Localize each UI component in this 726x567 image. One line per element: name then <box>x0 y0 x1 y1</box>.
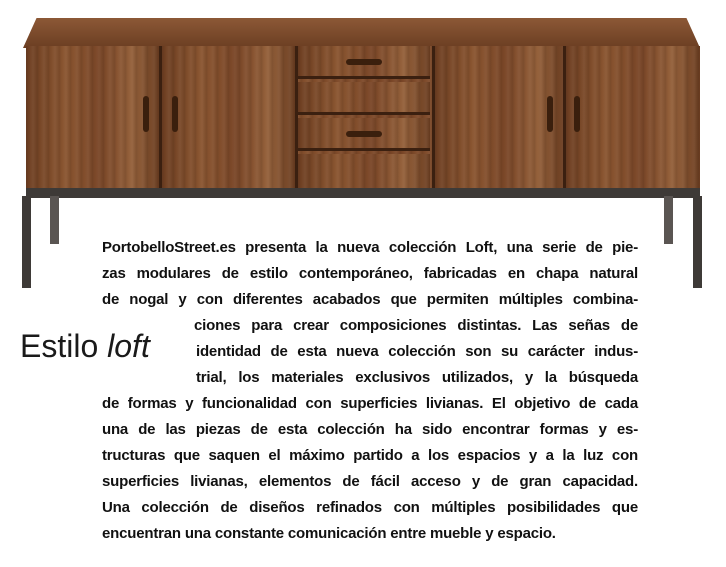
paragraph-line: ciones para crear composiciones distintas. Las señas de <box>194 317 638 334</box>
drawer-handle <box>346 59 382 65</box>
paragraph-line: una de las piezas de esta colección ha sido encontrar formas y es- <box>102 421 638 438</box>
drawer-1 <box>298 46 430 79</box>
paragraph-line: zas modulares de estilo contemporáneo, fabricadas en chapa natural <box>102 265 638 282</box>
door-right-2 <box>566 46 700 188</box>
leg-front-left <box>22 196 31 288</box>
door-handle <box>172 96 178 132</box>
paragraph-line: de nogal y con diferentes acabados que permiten múltiples combina- <box>102 291 638 308</box>
paragraph-line: identidad de esta nueva colección son su carácter indus- <box>196 343 638 360</box>
drawer-handle <box>346 131 382 137</box>
leg-front-right <box>693 196 702 288</box>
door-left-2 <box>162 46 298 188</box>
paragraph-line: superficies livianas, elementos de fácil acceso y de gran capacidad. <box>102 473 638 490</box>
paragraph-line: de formas y funcionalidad con superficies livianas. El objetivo de cada <box>102 395 638 412</box>
leg-back-left <box>50 196 59 244</box>
door-handle <box>547 96 553 132</box>
sideboard-frame <box>26 188 700 198</box>
paragraph-line: encuentran una constante comunicación entre mueble y espacio. <box>102 525 556 542</box>
leg-back-right <box>664 196 673 244</box>
paragraph-line: Una colección de diseños refinados con múltiples posibilidades que <box>102 499 638 516</box>
drawer-2 <box>298 82 430 115</box>
door-handle <box>574 96 580 132</box>
title-italic: loft <box>107 328 150 364</box>
paragraph-line: PortobelloStreet.es presenta la nueva colección Loft, una serie de pie- <box>102 239 638 256</box>
door-handle <box>143 96 149 132</box>
drawer-4 <box>298 154 430 188</box>
title-main: Estilo <box>20 328 99 364</box>
sideboard-top <box>23 18 700 48</box>
door-left-1 <box>26 46 162 188</box>
article-title <box>20 326 150 366</box>
door-right-1 <box>432 46 566 188</box>
drawer-3 <box>298 118 430 151</box>
paragraph-line: trial, los materiales exclusivos utilizados, y la búsqueda <box>196 369 638 386</box>
sideboard-body <box>26 46 700 188</box>
paragraph-line: tructuras que saquen el máximo partido a los espacios y a la luz con <box>102 447 638 464</box>
